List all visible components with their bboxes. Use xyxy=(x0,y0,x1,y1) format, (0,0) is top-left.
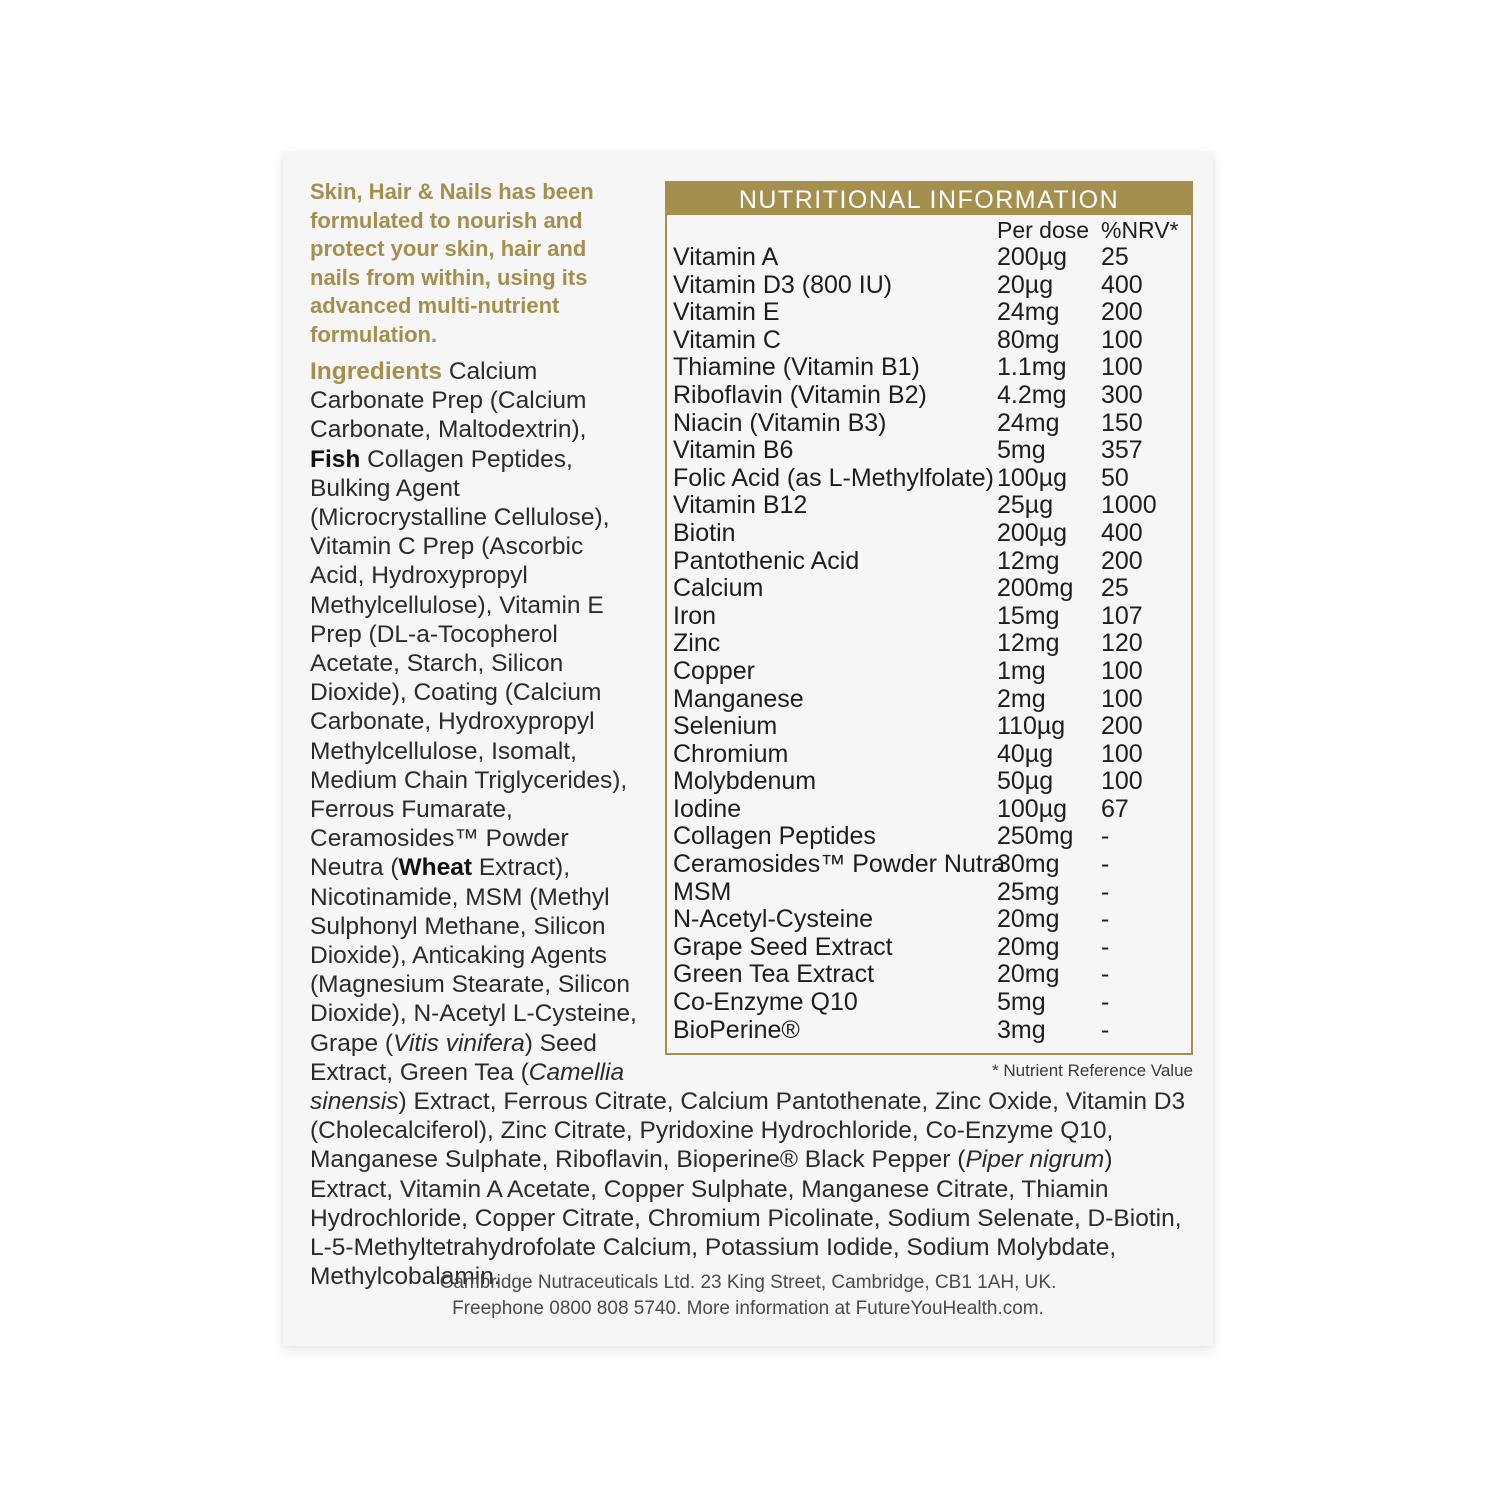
nutrient-dose: 24mg xyxy=(997,298,1060,327)
nutrient-row xyxy=(667,353,1191,381)
nutrient-nrv: 150 xyxy=(1101,408,1143,437)
nutrient-dose: 20mg xyxy=(997,932,1060,961)
nrv-footnote: * Nutrient Reference Value xyxy=(992,1061,1193,1080)
nutrient-dose: 200mg xyxy=(997,574,1074,603)
nutrient-name: MSM xyxy=(673,877,732,906)
nutrient-name: Biotin xyxy=(673,518,736,547)
header-spacer xyxy=(667,215,997,243)
nutrient-dose: 12mg xyxy=(997,629,1060,658)
nutrient-name: Collagen Peptides xyxy=(673,822,876,851)
nutrient-dose: 110µg xyxy=(997,712,1066,741)
nutrient-row xyxy=(667,657,1191,685)
nutrient-nrv: 100 xyxy=(1101,767,1143,796)
nutrient-dose: 4.2mg xyxy=(997,380,1067,409)
nutrient-nrv: 200 xyxy=(1101,712,1143,741)
nutrient-name: Co-Enzyme Q10 xyxy=(673,988,858,1017)
nutrient-nrv: - xyxy=(1101,822,1110,851)
latin-name: Vitis vinifera xyxy=(393,1029,525,1057)
nutrient-row xyxy=(667,1016,1191,1044)
nutrient-nrv: 1000 xyxy=(1101,491,1157,520)
nutrient-nrv: 200 xyxy=(1101,546,1143,575)
nutrient-name: N-Acetyl-Cysteine xyxy=(673,905,874,934)
nutrient-dose: 25mg xyxy=(997,877,1060,906)
nutrition-table xyxy=(665,181,1193,1055)
nutrient-name: Molybdenum xyxy=(673,767,817,796)
nutrient-name: Selenium xyxy=(673,712,778,741)
nutrient-name: Grape Seed Extract xyxy=(673,932,893,961)
ingredients-text: ) Seed Extract, Green Tea ( xyxy=(310,1029,597,1086)
nutrient-row xyxy=(667,574,1191,602)
nutrient-dose: 1.1mg xyxy=(997,353,1067,382)
ingredients-text: Collagen Peptides, Bulking Agent (Microcrystalline Cellulose), Vitamin C Prep (Ascorbic Acid, Hydroxypropyl Methylcellulose), Vitamin E Prep (DL-a-Tocopherol Acetate, Starch, Silicon Dioxide), Coating (Calcium Carbonate, Hydroxypropyl Methylcellulose, Isomalt, Medium Chain Triglycerides), Ferrous Fumarate, Ceramosides™ Powder Neutra ( xyxy=(310,445,628,882)
ingredients-text: ) Extract, Ferrous Citrate, Calcium Pantothenate, Zinc Oxide, Vitamin D3 (Cholecalciferol), Zinc Citrate, Pyridoxine Hydrochloride, Co-Enzyme Q10, Manganese Sulphate, Riboflavin, Bioperine® Black Pepper ( xyxy=(310,1088,1186,1174)
nutrient-row xyxy=(667,905,1191,933)
company-contact: Freephone 0800 808 5740. More information at FutureYouHealth.com. xyxy=(452,1297,1044,1319)
nutrient-dose: 20mg xyxy=(997,905,1060,934)
nutrient-dose: 40µg xyxy=(997,739,1054,768)
latin-name: Camellia sinensis xyxy=(310,1058,625,1116)
nutrient-dose: 100µg xyxy=(997,794,1068,823)
latin-name: Piper nigrum xyxy=(965,1146,1105,1174)
nutrient-nrv: 25 xyxy=(1101,574,1129,603)
nutrient-name: Green Tea Extract xyxy=(673,960,875,989)
col-per-dose: Per dose xyxy=(997,217,1090,243)
nutrient-nrv: 67 xyxy=(1101,794,1129,823)
nutrient-dose: 2mg xyxy=(997,684,1046,713)
company-footer xyxy=(283,1270,1213,1321)
nutrient-nrv: 100 xyxy=(1101,353,1143,382)
nutrient-nrv: 50 xyxy=(1101,463,1129,492)
nutrient-row xyxy=(667,878,1191,906)
nutrient-nrv: 357 xyxy=(1101,436,1143,465)
nutrient-dose: 30mg xyxy=(997,850,1060,879)
nutrient-dose: 250mg xyxy=(997,822,1074,851)
nutrient-name: Vitamin E xyxy=(673,298,780,327)
nutrient-dose: 15mg xyxy=(997,601,1060,630)
nutrient-name: Iron xyxy=(673,601,717,630)
nutrient-row xyxy=(667,988,1191,1016)
nutrient-name: Vitamin D3 (800 IU) xyxy=(673,270,893,299)
nutrient-name: Riboflavin (Vitamin B2) xyxy=(673,380,927,409)
nutrient-nrv: - xyxy=(1101,877,1110,906)
nutrient-dose: 25µg xyxy=(997,491,1054,520)
col-nrv: %NRV* xyxy=(1101,217,1179,243)
nutrient-row xyxy=(667,243,1191,271)
nutrient-nrv: 100 xyxy=(1101,739,1143,768)
nutrient-nrv: 400 xyxy=(1101,518,1143,547)
nutrient-row xyxy=(667,464,1191,492)
nutrient-dose: 5mg xyxy=(997,988,1046,1017)
nutrient-row xyxy=(667,381,1191,409)
nutrient-name: BioPerine® xyxy=(673,1015,800,1044)
nutrient-row xyxy=(667,271,1191,299)
nutrient-dose: 20mg xyxy=(997,960,1060,989)
nutrient-row xyxy=(667,547,1191,575)
nutrient-row xyxy=(667,822,1191,850)
nutrient-name: Vitamin A xyxy=(673,243,779,271)
nutrient-dose: 24mg xyxy=(997,408,1060,437)
product-intro: Skin, Hair & Nails has been formulated to nourish and protect your skin, hair and nails from within, using its advanced multi-nutrient formulation. xyxy=(310,179,594,347)
nutrient-name: Copper xyxy=(673,656,755,685)
nutrient-nrv: - xyxy=(1101,988,1110,1017)
nutrition-header-row xyxy=(667,215,1191,243)
nutrient-nrv: - xyxy=(1101,1015,1110,1044)
nutrient-nrv: 200 xyxy=(1101,298,1143,327)
nutrient-nrv: - xyxy=(1101,960,1110,989)
nutrient-dose: 1mg xyxy=(997,656,1046,685)
nutrient-dose: 5mg xyxy=(997,436,1046,465)
nutrient-name: Vitamin B6 xyxy=(673,436,794,465)
nutrient-nrv: 100 xyxy=(1101,684,1143,713)
nutrient-dose: 100µg xyxy=(997,463,1068,492)
ingredients-text: ) Extract, Vitamin A Acetate, Copper Sulphate, Manganese Citrate, Thiamin Hydrochloride, Copper Citrate, Chromium Picolinate, Sodium Selenate, D-Biotin, L-5-Methyltetrahydrofolate Calcium, Potassium Iodide, Sodium Molybdate, Methylcobalamin. xyxy=(310,1146,1182,1291)
nutrient-row xyxy=(667,740,1191,768)
nutrition-title: NUTRITIONAL INFORMATION xyxy=(667,183,1191,215)
nutrient-row xyxy=(667,326,1191,354)
nutrient-dose: 50µg xyxy=(997,767,1054,796)
nutrient-name: Niacin (Vitamin B3) xyxy=(673,408,887,437)
nutrient-dose: 200µg xyxy=(997,243,1068,271)
nutrient-name: Vitamin C xyxy=(673,325,781,354)
nutrient-row xyxy=(667,933,1191,961)
nutrient-row xyxy=(667,850,1191,878)
ingredients-text: Extract), Nicotinamide, MSM (Methyl Sulphonyl Methane, Silicon Dioxide), Anticaking Agents (Magnesium Stearate, Silicon Dioxide), N-Acetyl L-Cysteine, Grape ( xyxy=(310,854,637,1057)
nutrient-row xyxy=(667,298,1191,326)
nutrient-row xyxy=(667,519,1191,547)
nutrition-rows xyxy=(667,243,1191,1043)
allergen-wheat: Wheat xyxy=(398,854,473,882)
nutrient-dose: 80mg xyxy=(997,325,1060,354)
nutrient-nrv: 25 xyxy=(1101,243,1129,271)
nutrient-nrv: 400 xyxy=(1101,270,1143,299)
nutrient-name: Manganese xyxy=(673,684,804,713)
nutrient-row xyxy=(667,409,1191,437)
nutrient-nrv: 300 xyxy=(1101,380,1143,409)
nutrient-row xyxy=(667,960,1191,988)
nutrient-nrv: 100 xyxy=(1101,656,1143,685)
nutrient-dose: 3mg xyxy=(997,1015,1046,1044)
nutrient-name: Iodine xyxy=(673,794,742,823)
nutrient-name: Vitamin B12 xyxy=(673,491,808,520)
nutrient-row xyxy=(667,685,1191,713)
nutrient-dose: 12mg xyxy=(997,546,1060,575)
product-label-panel xyxy=(283,152,1213,1346)
nutrient-name: Zinc xyxy=(673,629,721,658)
nutrient-row xyxy=(667,491,1191,519)
nutrient-row xyxy=(667,436,1191,464)
ingredients-label: Ingredients xyxy=(310,358,443,385)
nutrient-name: Folic Acid (as L-Methylfolate) xyxy=(673,463,994,492)
nutrient-nrv: 100 xyxy=(1101,325,1143,354)
nutrient-row xyxy=(667,795,1191,823)
company-address: Cambridge Nutraceuticals Ltd. 23 King Street, Cambridge, CB1 1AH, UK. xyxy=(439,1272,1057,1293)
nutrient-row xyxy=(667,629,1191,657)
nutrient-nrv: 120 xyxy=(1101,629,1143,658)
nutrient-nrv: - xyxy=(1101,932,1110,961)
nutrient-nrv: 107 xyxy=(1101,601,1143,630)
nutrient-nrv: - xyxy=(1101,905,1110,934)
ingredients-text: Calcium Carbonate Prep (Calcium Carbonate, Maltodextrin), xyxy=(310,358,587,444)
nutrient-name: Calcium xyxy=(673,574,764,603)
nutrient-dose: 200µg xyxy=(997,518,1068,547)
allergen-fish: Fish xyxy=(310,445,361,473)
nutrient-row xyxy=(667,767,1191,795)
nutrient-row xyxy=(667,712,1191,740)
nutrient-name: Chromium xyxy=(673,739,789,768)
nutrient-name: Ceramosides™ Powder Nutra xyxy=(673,850,1006,879)
nutrient-name: Thiamine (Vitamin B1) xyxy=(673,353,920,382)
nutrient-name: Pantothenic Acid xyxy=(673,546,860,575)
nutrient-dose: 20µg xyxy=(997,270,1054,299)
nutrient-row xyxy=(667,602,1191,630)
nutrient-nrv: - xyxy=(1101,850,1110,879)
